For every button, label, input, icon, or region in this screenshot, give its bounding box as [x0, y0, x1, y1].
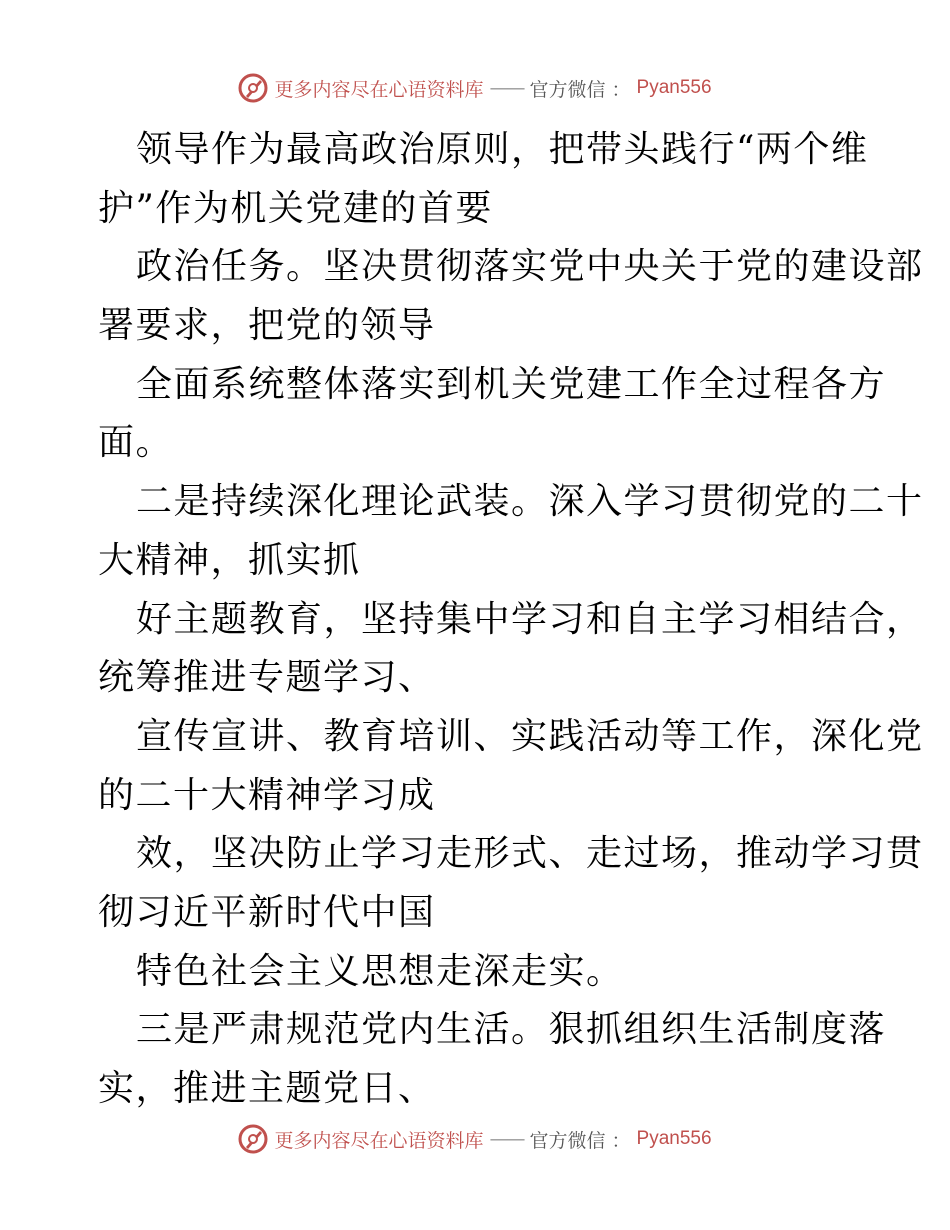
- watermark-separator: ——: [489, 77, 524, 99]
- text-line: 政治任务。坚决贯彻落实党中央关于党的建设部: [136, 246, 924, 288]
- footer-watermark: [0, 1124, 950, 1154]
- text-line: 宣传宣讲、教育培训、实践活动等工作，深化党: [136, 715, 924, 757]
- text-line: 三是严肃规范党内生活。狠抓组织生活制度落: [136, 1009, 887, 1051]
- watermark-separator: ——: [489, 1128, 524, 1150]
- text-line: 特色社会主义思想走深走实。: [136, 950, 624, 992]
- text-line: 全面系统整体落实到机关党建工作全过程各方: [136, 363, 887, 405]
- watermark-wechat-id: Pyan556: [636, 1128, 712, 1149]
- text-line: 彻习近平新时代中国: [98, 891, 436, 933]
- text-line: 实，推进主题党日、: [98, 1068, 436, 1109]
- header-watermark: [0, 73, 950, 103]
- watermark-wechat-label: 官方微信: [529, 1129, 606, 1152]
- text-line: 好主题教育，坚持集中学习和自主学习相结合，: [136, 598, 924, 640]
- text-line: 护”作为机关党建的首要: [98, 187, 493, 229]
- text-line: 的二十大精神学习成: [98, 774, 436, 816]
- text-line: 二是持续深化理论武装。深入学习贯彻党的二十: [136, 481, 924, 523]
- watermark-colon: ：: [611, 1129, 631, 1152]
- quill-logo-icon: [238, 1124, 268, 1154]
- text-line: 大精神，抓实抓: [98, 539, 361, 581]
- watermark-wechat-id: Pyan556: [636, 77, 712, 98]
- watermark-colon: ：: [611, 78, 631, 101]
- text-line: 面。: [98, 422, 174, 464]
- text-line: 统筹推进专题学习、: [98, 657, 436, 699]
- text-line: 署要求，把党的领导: [98, 305, 436, 347]
- watermark-main-text: 更多内容尽在心语资料库: [274, 78, 484, 101]
- text-line: 效，坚决防止学习走形式、走过场，推动学习贯: [136, 833, 924, 875]
- document-body: [98, 121, 924, 1119]
- watermark-wechat-label: 官方微信: [529, 78, 606, 101]
- watermark-main-text: 更多内容尽在心语资料库: [274, 1129, 484, 1152]
- quill-logo-icon: [238, 73, 268, 103]
- text-line: 领导作为最高政治原则，把带头践行“两个维: [136, 129, 869, 170]
